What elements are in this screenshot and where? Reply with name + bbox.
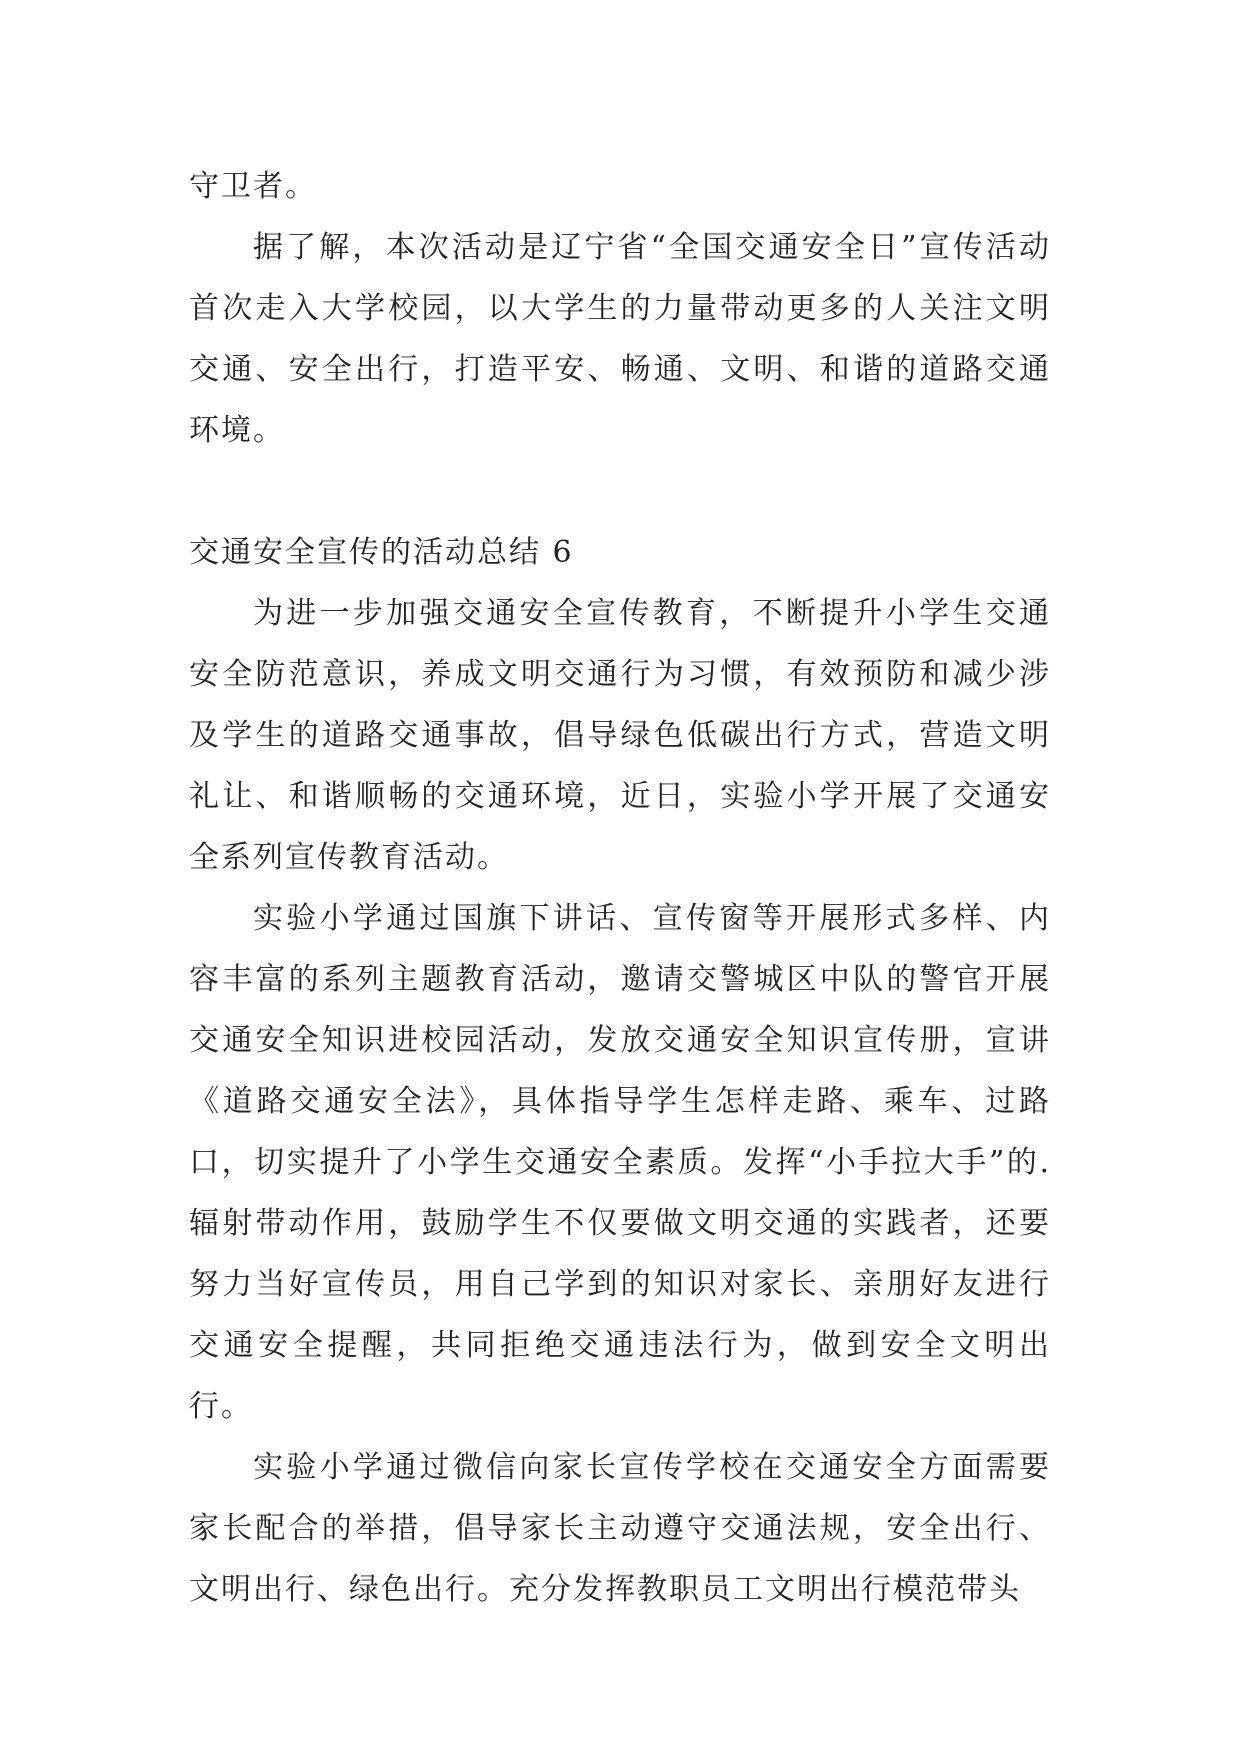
section-title: 交通安全宣传的活动总结 6 <box>189 535 574 570</box>
paragraph-intro: 为进一步加强交通安全宣传教育，不断提升小学生交通安全防范意识，养成文明交通行为习惯，有效预防和减少涉及学生的道路交通事故，倡导绿色低碳出行方式，营造文明礼让、和谐顺畅的交通环境，近日，实验小学开展了交通安全系列宣传教育活动。 <box>189 596 1051 875</box>
paragraph-campus-activities: 实验小学通过国旗下讲话、宣传窗等开展形式多样、内容丰富的系列主题教育活动，邀请交警城区中队的警官开展交通安全知识进校园活动，发放交通安全知识宣传册，宣讲《道路交通安全法》，具体指导学生怎样走路、乘车、过路口，切实提升了小学生交通安全素质。发挥“小手拉大手”的.辐射带动作用，鼓励学生不仅要做文明交通的实践者，还要努力当好宣传员，用自己学到的知识对家长、亲朋好友进行交通安全提醒，共同拒绝交通违法行为，做到安全文明出行。 <box>189 901 1051 1424</box>
paragraph-parent-outreach: 实验小学通过微信向家长宣传学校在交通安全方面需要家长配合的举措，倡导家长主动遵守交通法规，安全出行、文明出行、绿色出行。充分发挥教职员工文明出行模范带头 <box>189 1450 1051 1607</box>
paragraph-activity-summary: 据了解，本次活动是辽宁省“全国交通安全日”宣传活动首次走入大学校园，以大学生的力量带动更多的人关注文明交通、安全出行，打造平安、畅通、文明、和谐的道路交通环境。 <box>189 230 1051 448</box>
document-body <box>189 156 1051 1620</box>
paragraph-continued-ending: 守卫者。 <box>189 169 317 204</box>
